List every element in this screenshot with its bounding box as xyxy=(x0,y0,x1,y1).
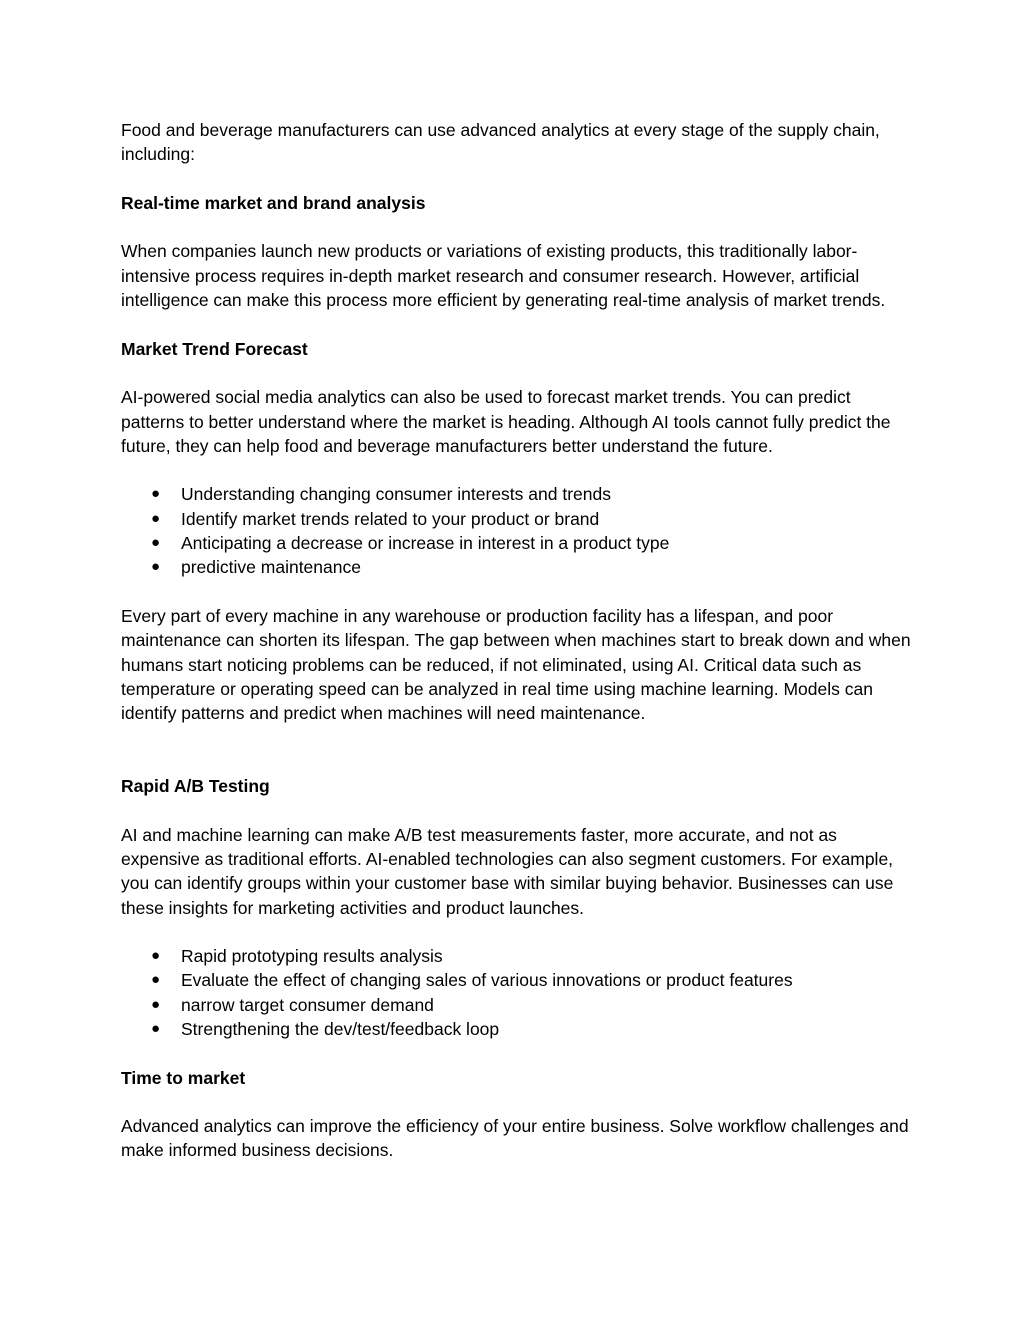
bullet-icon: ● xyxy=(151,971,161,989)
list-item-text: Understanding changing consumer interests and trends xyxy=(181,484,611,505)
list-item-text: Evaluate the effect of changing sales of various innovations or product features xyxy=(181,970,793,991)
ab-testing-bullet-list xyxy=(121,944,914,1041)
bullet-icon: ● xyxy=(151,485,161,503)
list-item-text: Strengthening the dev/test/feedback loop xyxy=(181,1018,500,1039)
bullet-icon: ● xyxy=(151,1019,161,1037)
bullet-icon: ● xyxy=(151,558,161,576)
list-item-text: predictive maintenance xyxy=(181,557,361,578)
list-item-text: narrow target consumer demand xyxy=(181,994,434,1015)
bullet-icon: ● xyxy=(151,947,161,965)
market-trend-bullet-list xyxy=(121,482,914,579)
bullet-icon: ● xyxy=(151,534,161,552)
list-item xyxy=(121,1017,914,1041)
predictive-maintenance-paragraph: Every part of every machine in any warehouse or production facility has a lifespan, and poor maintenance can shorten its lifespan. The gap between when machines start to break down and when humans start noticing problems can be reduced, if not eliminated, using AI. Critical data such as temperature or operating speed can be analyzed in real time using machine learning. Models can identify patterns and predict when machines will need maintenance. xyxy=(121,605,911,724)
section-heading-market-trend-forecast: Market Trend Forecast xyxy=(121,338,308,359)
list-item xyxy=(121,555,914,579)
rapid-ab-testing-paragraph: AI and machine learning can make A/B test measurements faster, more accurate, and not as expensive as traditional efforts. AI-enabled technologies can also segment customers. For example, you can identify groups within your customer base with similar buying behavior. Businesses can use these insights for marketing activities and product launches. xyxy=(121,824,894,918)
realtime-analysis-paragraph: When companies launch new products or variations of existing products, this traditionally labor-intensive process requires in-depth market research and consumer research. However, artificial intelligence can make this process more efficient by generating real-time analysis of market trends. xyxy=(121,241,886,311)
list-item-text: Identify market trends related to your product or brand xyxy=(181,508,600,529)
section-heading-realtime-analysis: Real-time market and brand analysis xyxy=(121,192,426,213)
list-item xyxy=(121,968,914,992)
list-item xyxy=(121,507,914,531)
intro-paragraph: Food and beverage manufacturers can use advanced analytics at every stage of the supply chain, including: xyxy=(121,120,880,165)
section-heading-time-to-market: Time to market xyxy=(121,1067,246,1088)
market-trend-forecast-paragraph: AI-powered social media analytics can also be used to forecast market trends. You can predict patterns to better understand where the market is heading. Although AI tools cannot fully predict the future, they can help food and beverage manufacturers better understand the future. xyxy=(121,387,891,456)
time-to-market-paragraph: Advanced analytics can improve the efficiency of your entire business. Solve workflow challenges and make informed business decisions. xyxy=(121,1116,909,1161)
list-item xyxy=(121,993,914,1017)
list-item xyxy=(121,531,914,555)
bullet-icon: ● xyxy=(151,995,161,1013)
list-item-text: Anticipating a decrease or increase in interest in a product type xyxy=(181,533,670,554)
bullet-icon: ● xyxy=(151,509,161,527)
section-heading-rapid-ab-testing: Rapid A/B Testing xyxy=(121,776,270,797)
list-item-text: Rapid prototyping results analysis xyxy=(181,946,443,967)
list-item xyxy=(121,482,914,506)
list-item xyxy=(121,944,914,968)
